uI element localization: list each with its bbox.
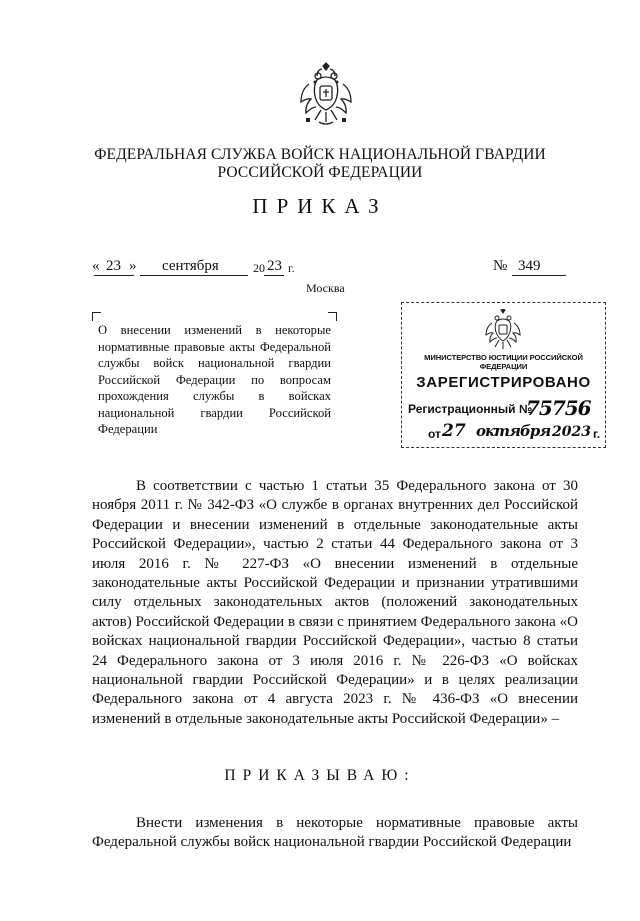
stamp-date-suffix: г. bbox=[593, 427, 601, 441]
date-year-suffix: 23 bbox=[267, 258, 282, 274]
stamp-registration-number: 75756 bbox=[526, 396, 591, 420]
date-year-prefix: 20 bbox=[253, 261, 265, 275]
date-close-quote: » bbox=[129, 258, 137, 274]
date-number-row bbox=[92, 258, 572, 278]
stamp-date-month: октября bbox=[476, 422, 551, 440]
registration-stamp bbox=[401, 302, 606, 448]
date-day: 23 bbox=[106, 258, 121, 274]
org-title-line-2: РОССИЙСКОЙ ФЕДЕРАЦИИ bbox=[217, 164, 423, 181]
subject-block bbox=[92, 312, 337, 442]
order-number: 349 bbox=[518, 258, 541, 274]
preamble-text: В соответствии с частью 1 статьи 35 Федерального закона от 30 ноября 2011 г. № 342-ФЗ «О службе в органах внутренних дел Российской Федерации и внесении изменений в отдельные законодательные акты Российской Федерации», частью 2 статьи 44 Федерального закона от 3 июля 2016 г. № 227-ФЗ «О внесении изменений в отдельные законодательные акты Российской Федерации и признании утратившими силу отдельных законодательных актов (положений законодательных актов) Российской Федерации в связи с принятием Федерального закона «О войсках национальной гвардии Российской Федерации», частью 8 статьи 24 Федерального закона от 3 июля 2016 г. № 226-ФЗ «О войсках национальной гвардии Российской Федерации» и в целях реализации Федерального закона от 4 августа 2023 г. № 436-ФЗ «О внесении изменений в отдельные законодательные акты Российской Федерации» – bbox=[92, 478, 578, 727]
stamp-registered-label: ЗАРЕГИСТРИРОВАНО bbox=[416, 374, 591, 391]
subject-text: О внесении изменений в некоторые нормативные правовые акты Федеральной службы войск национальной гвардии Российской Федерации по вопросам прохождения службы в войсках национальной гвардии Российской Федерации bbox=[98, 323, 331, 436]
stamp-registration-label: Регистрационный № bbox=[408, 402, 533, 416]
document-type-title: ПРИКАЗ bbox=[252, 194, 388, 218]
organization-title bbox=[60, 146, 580, 182]
body-paragraph bbox=[92, 814, 578, 853]
stamp-emblem-icon bbox=[484, 309, 522, 351]
stamp-date-day: 27 bbox=[442, 421, 466, 441]
date-month: сентября bbox=[162, 258, 219, 274]
order-word-heading: ПРИКАЗЫВАЮ: bbox=[224, 767, 416, 784]
state-emblem-icon bbox=[297, 62, 355, 132]
stamp-registration-row bbox=[408, 396, 603, 421]
date-open-quote: « bbox=[92, 258, 100, 274]
stamp-date-row bbox=[428, 421, 603, 444]
stamp-ministry-name: МИНИСТЕРСТВО ЮСТИЦИИ РОССИЙСКОЙ ФЕДЕРАЦИИ bbox=[424, 353, 583, 371]
body-text: Внести изменения в некоторые нормативные правовые акты Федеральной службы войск национальной гвардии Российской Федерации bbox=[92, 815, 578, 851]
city-label: Москва bbox=[306, 281, 345, 295]
org-title-line-1: ФЕДЕРАЛЬНАЯ СЛУЖБА ВОЙСК НАЦИОНАЛЬНОЙ ГВАРДИИ bbox=[94, 146, 546, 163]
preamble-paragraph bbox=[92, 477, 578, 729]
stamp-date-prefix: от bbox=[428, 427, 441, 441]
date-year-unit: г. bbox=[288, 261, 295, 275]
stamp-date-year: 2023 bbox=[552, 424, 591, 440]
order-number-label: № bbox=[493, 258, 508, 274]
